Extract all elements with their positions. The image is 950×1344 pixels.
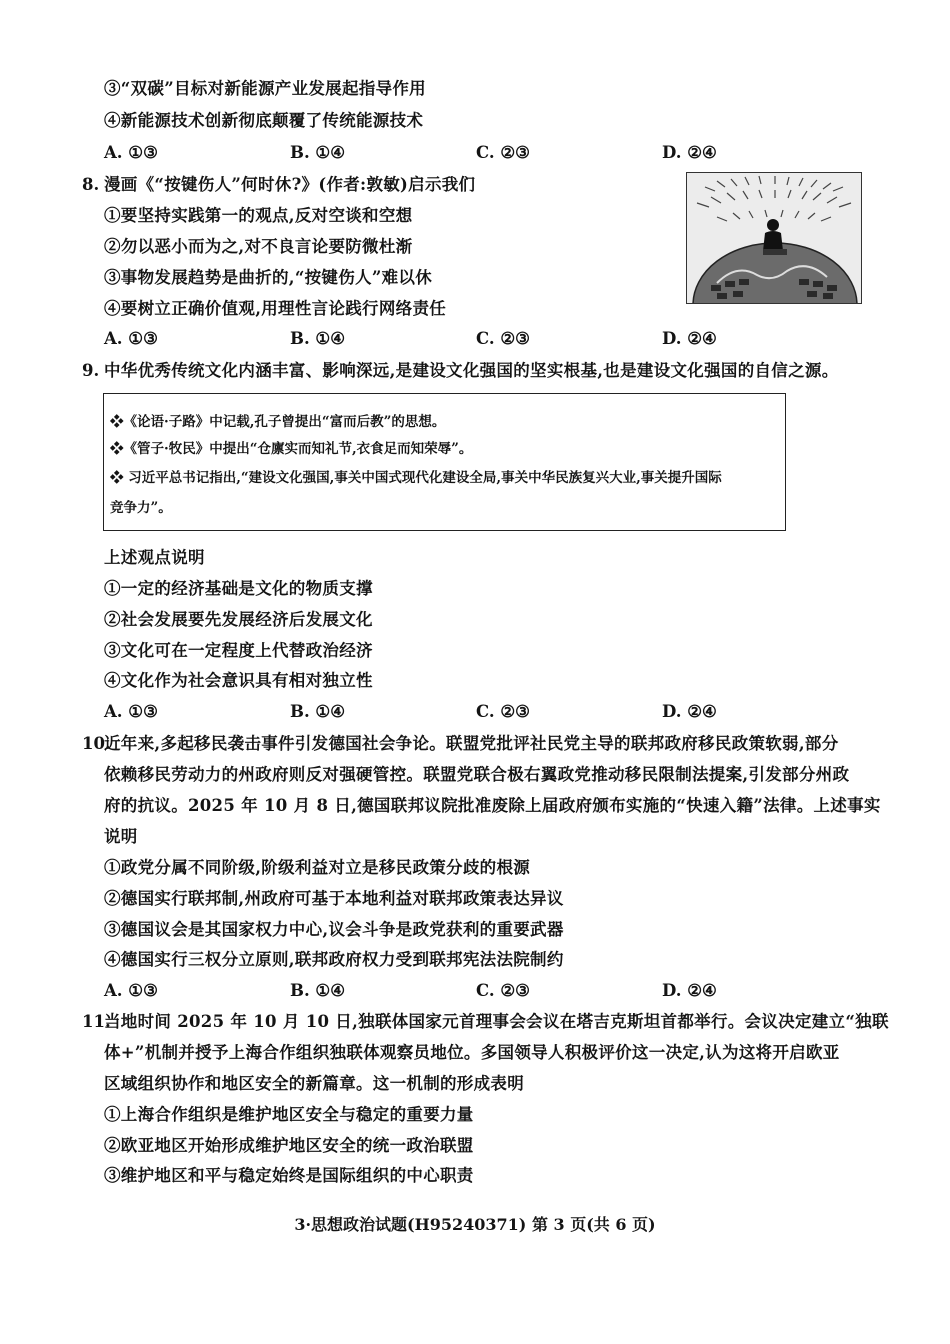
q9-item-1: ①一定的经济基础是文化的物质支撑 (104, 579, 373, 598)
q10-item-1: ①政党分属不同阶级,阶级利益对立是移民政策分歧的根源 (104, 858, 531, 877)
question-8-stem: 漫画《“按键伤人”何时休?》(作者:敦敏)启示我们 (104, 175, 476, 194)
q8-item-1: ①要坚持实践第一的观点,反对空谈和空想 (104, 206, 413, 225)
option-item-4: ④新能源技术创新彻底颠覆了传统能源技术 (104, 111, 424, 130)
quote-1: ❖《论语·子路》中记载,孔子曾提出“富而后教”的思想。 (110, 414, 446, 430)
q10-stem-2: 依赖移民劳动力的州政府则反对强硬管控。联盟党联合极右翼政党推动移民限制法提案,引发部分州政 (104, 765, 850, 784)
q10-item-2: ②德国实行联邦制,州政府可基于本地利益对联邦政策表达异议 (104, 889, 564, 908)
q10-choice-b: B. ①④ (290, 981, 346, 1000)
q8-choice-c: C. ②③ (476, 329, 530, 348)
q10-item-4: ④德国实行三权分立原则,联邦政府权力受到联邦宪法法院制约 (104, 950, 564, 969)
page-footer: 3·思想政治试题(H95240371) 第 3 页(共 6 页) (294, 1215, 656, 1234)
q11-item-3: ③维护地区和平与稳定始终是国际组织的中心职责 (104, 1166, 474, 1185)
question-8-number: 8. (82, 175, 100, 194)
q8-item-4: ④要树立正确价值观,用理性言论践行网络责任 (104, 299, 447, 318)
q10-choice-a: A. ①③ (104, 981, 158, 1000)
q9-choice-b: B. ①④ (290, 702, 346, 721)
q9-item-3: ③文化可在一定程度上代替政治经济 (104, 641, 373, 660)
choice-c: C. ②③ (476, 143, 530, 162)
quote-box (103, 393, 786, 531)
q11-stem-3: 区域组织协作和地区安全的新篇章。这一机制的形成表明 (104, 1074, 524, 1093)
q10-stem-4: 说明 (104, 827, 138, 846)
choice-b: B. ①④ (290, 143, 346, 162)
q9-item-4: ④文化作为社会意识具有相对独立性 (104, 671, 373, 690)
cartoon-drawing (687, 173, 862, 304)
q8-item-3: ③事物发展趋势是曲折的,“按键伤人”难以休 (104, 268, 433, 287)
quote-3: ❖ 习近平总书记指出,“建设文化强国,事关中国式现代化建设全局,事关中华民族复兴大业,事关提升国际 (110, 470, 722, 486)
q9-choice-c: C. ②③ (476, 702, 530, 721)
question-11-number: 11. (82, 1012, 111, 1031)
q9-choice-a: A. ①③ (104, 702, 158, 721)
q8-choice-b: B. ①④ (290, 329, 346, 348)
q11-item-1: ①上海合作组织是维护地区安全与稳定的重要力量 (104, 1105, 474, 1124)
q10-choice-d: D. ②④ (662, 981, 717, 1000)
q10-stem-3: 府的抗议。2025 年 10 月 8 日,德国联邦议院批准废除上届政府颁布实施的“快速入籍”法律。上述事实 (104, 796, 881, 815)
q11-stem-2: 体+”机制并授予上海合作组织独联体观察员地位。多国领导人积极评价这一决定,认为这将开启欧亚 (104, 1043, 840, 1062)
question-9-number: 9. (82, 361, 100, 380)
question-9-stem: 中华优秀传统文化内涵丰富、影响深远,是建设文化强国的坚实根基,也是建设文化强国的自信之源。 (104, 361, 839, 380)
choice-d: D. ②④ (662, 143, 717, 162)
q8-item-2: ②勿以恶小而为之,对不良言论要防微杜渐 (104, 237, 413, 256)
q9-item-2: ②社会发展要先发展经济后发展文化 (104, 610, 373, 629)
q10-item-3: ③德国议会是其国家权力中心,议会斗争是政党获利的重要武器 (104, 920, 564, 939)
option-item-3: ③“双碳”目标对新能源产业发展起指导作用 (104, 79, 426, 98)
q11-item-2: ②欧亚地区开始形成维护地区安全的统一政治联盟 (104, 1136, 474, 1155)
quote-3-cont: 竞争力”。 (110, 500, 172, 516)
q8-choice-a: A. ①③ (104, 329, 158, 348)
q10-stem-1: 近年来,多起移民袭击事件引发德国社会争论。联盟党批评社民党主导的联邦政府移民政策软弱,部分 (104, 734, 839, 753)
q8-choice-d: D. ②④ (662, 329, 717, 348)
quote-2: ❖《管子·牧民》中提出“仓廪实而知礼节,衣食足而知荣辱”。 (110, 441, 473, 457)
choice-a: A. ①③ (104, 143, 158, 162)
q11-stem-1: 当地时间 2025 年 10 月 10 日,独联体国家元首理事会会议在塔吉克斯坦首都举行。会议决定建立“独联 (104, 1012, 889, 1031)
q9-lead: 上述观点说明 (104, 548, 205, 567)
q9-choice-d: D. ②④ (662, 702, 717, 721)
q10-choice-c: C. ②③ (476, 981, 530, 1000)
question-10-number: 10. (82, 734, 111, 753)
cartoon-image (686, 172, 862, 304)
